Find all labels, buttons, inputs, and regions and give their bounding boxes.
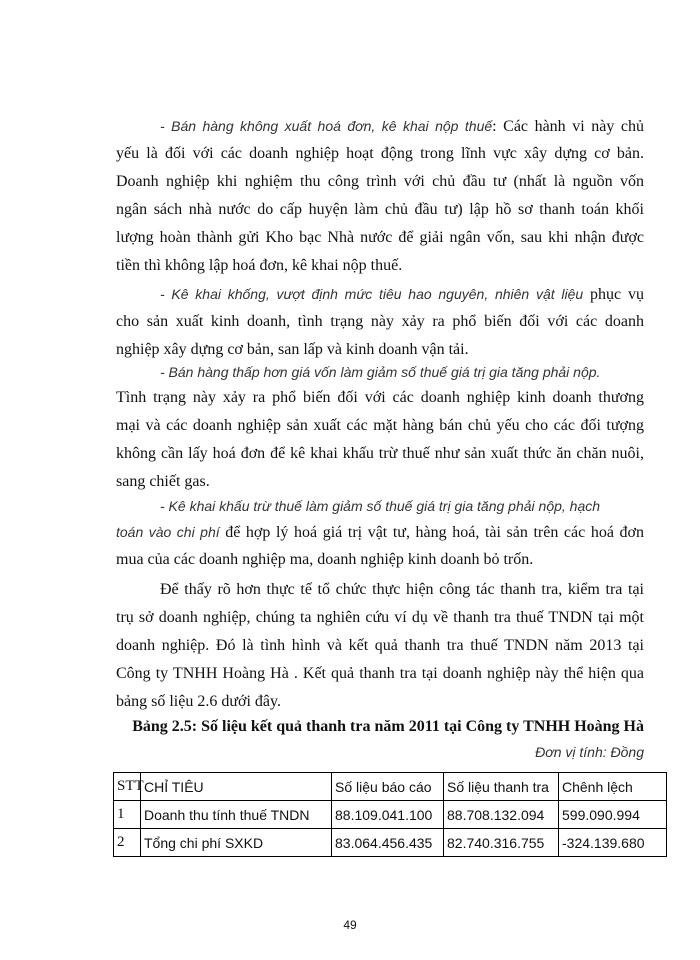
cell-stt: 2 bbox=[114, 829, 141, 857]
table-header-row bbox=[114, 773, 667, 801]
paragraph-1-line-6: tiền thì không lập hoá đơn, kê khai nộp thuế. bbox=[116, 257, 403, 274]
paragraph-3-line-1 bbox=[116, 362, 644, 383]
header-stt: STT bbox=[114, 773, 141, 801]
table-caption: Bảng 2.5: Số liệu kết quả thanh tra năm 2011 tại Công ty TNHH Hoàng Hà bbox=[132, 718, 644, 735]
paragraph-4-line-1 bbox=[116, 496, 644, 517]
cell-inspected: 82.740.316.755 bbox=[444, 829, 559, 857]
paragraph-2-rest: phục vụ bbox=[583, 286, 644, 303]
paragraph-4-line-3: mua của các doanh nghiệp ma, doanh nghiệp kinh doanh bỏ trốn. bbox=[116, 551, 534, 568]
paragraph-1-line-4: ngân sách nhà nước do cấp huyện làm chủ đầu tư) lập hồ sơ thanh toán khối bbox=[116, 201, 644, 218]
header-inspected: Số liệu thanh tra bbox=[444, 773, 559, 801]
cell-inspected: 88.708.132.094 bbox=[444, 801, 559, 829]
header-indicator: CHỈ TIÊU bbox=[141, 773, 332, 801]
paragraph-3-lead: - Bán hàng thấp hơn giá vốn làm giảm số thuế giá trị gia tăng phải nộp. bbox=[160, 364, 601, 380]
paragraph-1-line-2: yếu là đối với các doanh nghiệp hoạt động trong lĩnh vực xây dựng cơ bản. bbox=[116, 145, 644, 162]
paragraph-1-line-1 bbox=[116, 116, 644, 137]
header-reported: Số liệu báo cáo bbox=[332, 773, 444, 801]
paragraph-2-line-2: cho sản xuất kinh doanh, tình trạng này xảy ra phổ biến đối với các doanh bbox=[116, 313, 644, 330]
cell-reported: 88.109.041.100 bbox=[332, 801, 444, 829]
paragraph-1-line-5: lượng hoàn thành gửi Kho bạc Nhà nước để giải ngân vốn, sau khi nhận được bbox=[116, 229, 644, 246]
paragraph-5-line-3: doanh nghiệp. Đó là tình hình và kết quả thanh tra thuế TNDN năm 2013 tại bbox=[116, 637, 644, 654]
table-row bbox=[114, 829, 667, 857]
paragraph-5-line-4: Công ty TNHH Hoàng Hà . Kết quả thanh tra tại doanh nghiệp này thể hiện qua bbox=[116, 665, 644, 682]
table-unit: Đơn vị tính: Đồng bbox=[535, 744, 644, 760]
paragraph-4-lead: - Kê khai khấu trừ thuế làm giảm số thuế giá trị gia tăng phải nộp, hạch bbox=[160, 498, 601, 514]
page-number: 49 bbox=[343, 918, 357, 932]
cell-reported: 83.064.456.435 bbox=[332, 829, 444, 857]
paragraph-1-lead: - Bán hàng không xuất hoá đơn, kê khai nộp thuế bbox=[160, 118, 493, 134]
cell-difference: -324.139.680 bbox=[559, 829, 667, 857]
paragraph-4-line-2 bbox=[116, 522, 644, 543]
paragraph-5-line-1 bbox=[116, 580, 644, 600]
paragraph-5-line-2: trụ sở doanh nghiệp, chúng ta nghiên cứu ví dụ về thanh tra thuế TNDN tại một bbox=[116, 609, 644, 626]
paragraph-3-line-2: Tình trạng này xảy ra phổ biến đối với các doanh nghiệp kinh doanh thương bbox=[116, 389, 644, 406]
paragraph-1-line-3: Doanh nghiệp khi nghiệm thu công trình với chủ đầu tư (nhất là nguồn vốn bbox=[116, 173, 644, 190]
header-difference: Chênh lệch bbox=[559, 773, 667, 801]
paragraph-3-line-4: không cần lấy hoá đơn để kê khai khấu trừ thuế như sản xuất thức ăn chăn nuôi, bbox=[116, 445, 644, 462]
paragraph-1-rest: : Các hành vi này chủ bbox=[492, 118, 644, 135]
paragraph-5-line-5: bảng số liệu 2.6 dưới đây. bbox=[116, 693, 281, 710]
paragraph-4-italic: toán vào chi phí bbox=[116, 524, 220, 540]
paragraph-3-line-3: mại và các doanh nghiệp sản xuất các mặt hàng bán chủ yếu cho các đối tượng bbox=[116, 417, 644, 434]
paragraph-2-line-3: nghiệp xây dựng cơ bản, san lấp và kinh doanh vận tải. bbox=[116, 341, 469, 358]
results-table bbox=[113, 772, 667, 857]
cell-indicator: Tổng chi phí SXKD bbox=[141, 829, 332, 857]
paragraph-3-line-5: sang chiết gas. bbox=[116, 473, 210, 490]
paragraph-2-line-1 bbox=[116, 284, 644, 305]
cell-indicator: Doanh thu tính thuế TNDN bbox=[141, 801, 332, 829]
table-row bbox=[114, 801, 667, 829]
paragraph-4-rest: để hợp lý hoá giá trị vật tư, hàng hoá, tài sản trên các hoá đơn bbox=[219, 524, 644, 541]
paragraph-5-line-1-text: Để thấy rõ hơn thực tế tổ chức thực hiện công tác thanh tra, kiểm tra tại bbox=[160, 581, 644, 598]
paragraph-2-lead: - Kê khai khống, vượt định mức tiêu hao nguyên, nhiên vật liệu bbox=[160, 286, 584, 302]
cell-difference: 599.090.994 bbox=[559, 801, 667, 829]
cell-stt: 1 bbox=[114, 801, 141, 829]
